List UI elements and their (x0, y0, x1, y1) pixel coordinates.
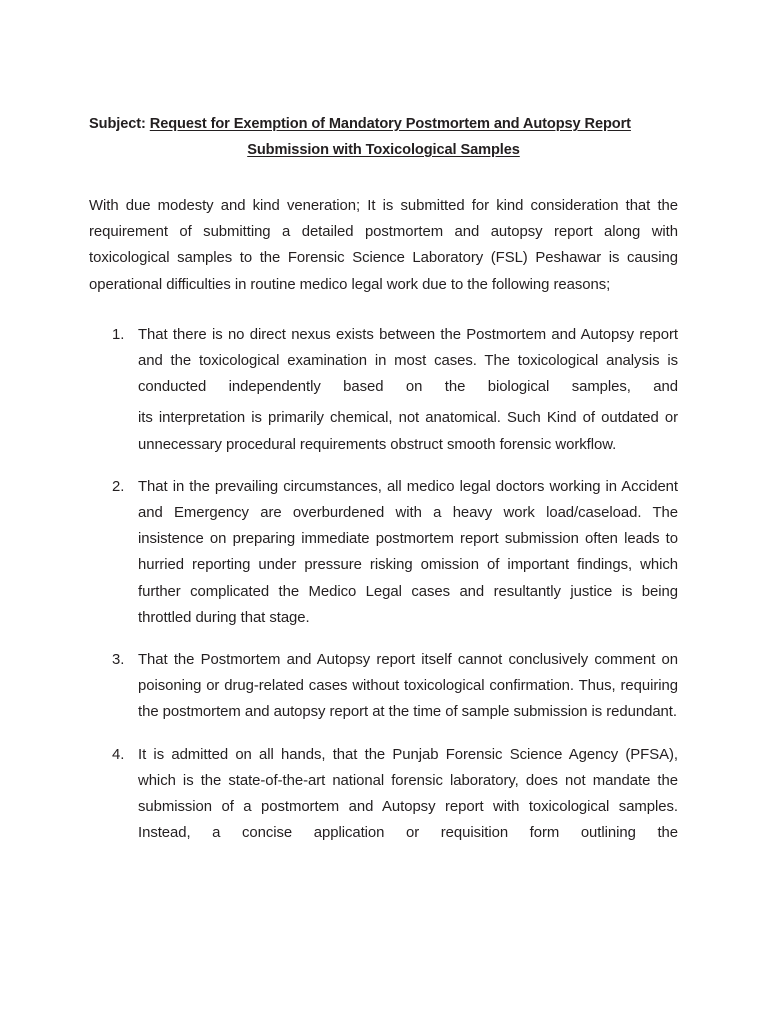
intro-paragraph: With due modesty and kind veneration; It is submitted for kind consideration that the requirement of submitting a detailed postmortem and autopsy report along with toxicological samples to the Forensic Science Laboratory (FSL) Peshawar is causing operational difficulties in routine medico legal work due to the following reasons; (89, 198, 678, 293)
subject-heading (89, 112, 678, 163)
reason-text (138, 742, 678, 847)
reasons-list (89, 322, 678, 847)
reason-text-part: That there is no direct nexus exists between the Postmortem and Autopsy report and the toxicological examination in most cases. The toxicological analysis is conducted independently based on the biological samples, and (138, 326, 678, 396)
reason-item (89, 322, 678, 458)
reason-marker: 4. (112, 746, 125, 763)
reason-text (138, 647, 678, 726)
reason-text-part: That the Postmortem and Autopsy report itself cannot conclusively comment on poisoning or drug-related cases without toxicological confirmation. Thus, requiring the postmortem and autopsy report at the time of sample submission is redundant. (138, 652, 678, 721)
reason-marker: 3. (112, 652, 125, 669)
reason-item (89, 474, 678, 631)
reason-item (89, 647, 678, 726)
reason-text-part: It is admitted on all hands, that the Punjab Forensic Science Agency (PFSA), which is the state-of-the-art national forensic laboratory, does not mandate the submission of a postmortem and Autopsy report with toxicological samples. Instead, a concise application or requisition form outlining the (138, 746, 678, 842)
reason-text (138, 474, 678, 631)
reason-text-part: That in the prevailing circumstances, all medico legal doctors working in Accident and Emergency are overburdened with a heavy work load/caseload. The insistence on preparing immediate postmortem report submission often leads to hurried reporting under pressure risking omission of important findings, which further complicated the Medico Legal cases and resultantly justice is being throttled during that stage. (138, 478, 678, 626)
subject-title-line-1: Request for Exemption of Mandatory Postmortem and Autopsy Report (149, 116, 631, 132)
subject-heading-line-1 (89, 112, 678, 137)
reason-text-part: its interpretation is primarily chemical, not anatomical. Such Kind of outdated or unnecessary procedural requirements obstruct smooth forensic workflow. (138, 410, 678, 453)
reason-text (138, 322, 678, 458)
reason-item (89, 742, 678, 847)
subject-label: Subject: (89, 116, 146, 132)
document-content (89, 112, 678, 846)
reason-marker: 2. (112, 478, 125, 495)
subject-heading-line-2 (89, 138, 678, 163)
subject-title-line-2: Submission with Toxicological Samples (247, 142, 520, 158)
reason-marker: 1. (112, 326, 125, 343)
